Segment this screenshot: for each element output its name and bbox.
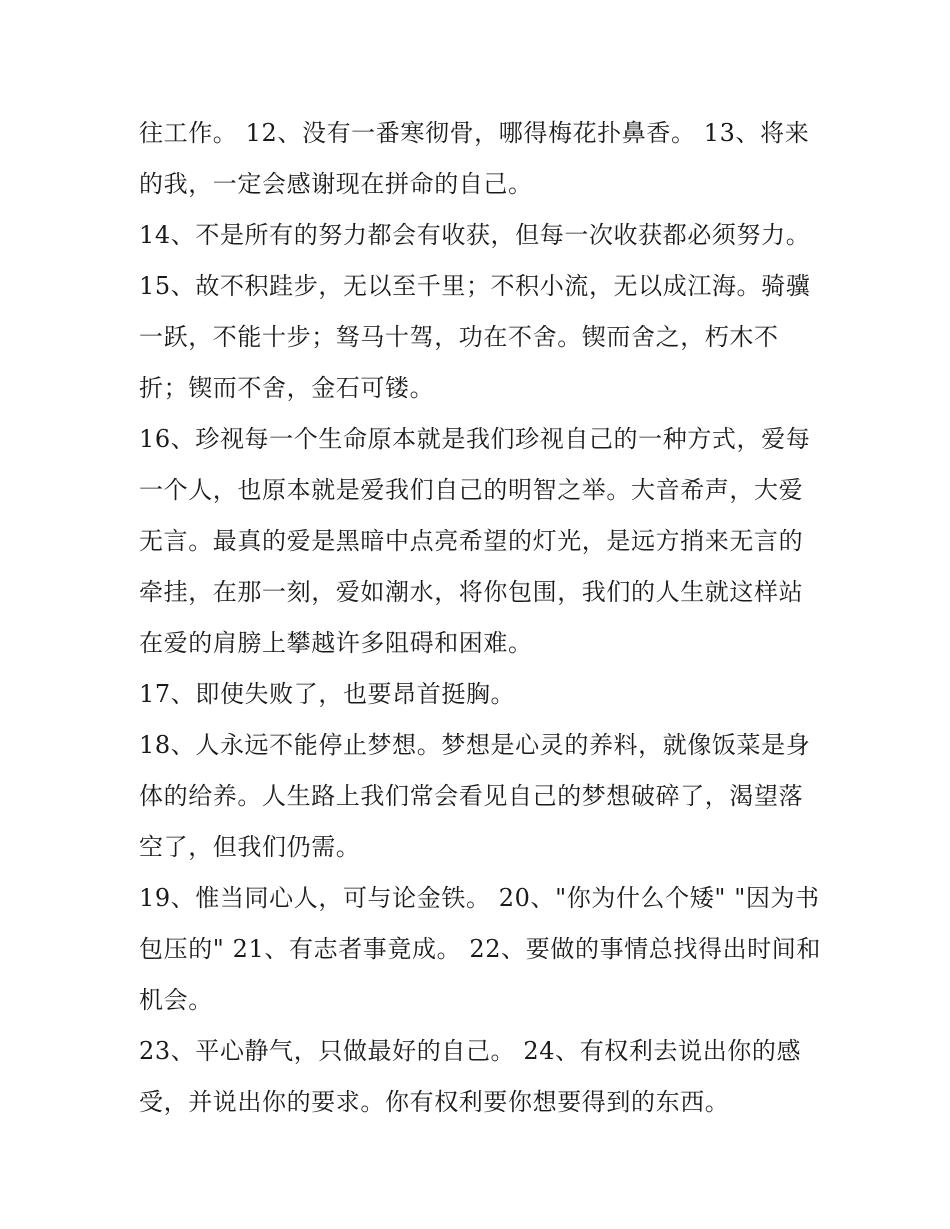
document-body bbox=[139, 108, 819, 1128]
text-line: 空了，但我们仍需。 bbox=[139, 833, 361, 861]
text-line: 23、平心静气，只做最好的自己。 24、有权利去说出你的感 bbox=[139, 1037, 802, 1065]
text-line: 一个人，也原本就是爱我们自己的明智之举。大音希声，大爱 bbox=[139, 476, 804, 504]
text-line: 15、故不积跬步，无以至千里；不积小流，无以成江海。骑骥 bbox=[139, 272, 811, 300]
text-line: 牵挂，在那一刻，爱如潮水，将你包围，我们的人生就这样站 bbox=[139, 578, 804, 606]
text-line: 包压的" 21、有志者事竟成。 22、要做的事情总找得出时间和 bbox=[139, 935, 821, 963]
text-line: 的我，一定会感谢现在拼命的自己。 bbox=[139, 170, 533, 198]
text-line: 折；锲而不舍，金石可镂。 bbox=[139, 374, 435, 402]
text-line: 16、珍视每一个生命原本就是我们珍视自己的一种方式，爱每 bbox=[139, 425, 811, 453]
text-line: 机会。 bbox=[139, 986, 213, 1014]
text-line: 一跃，不能十步；驽马十驾，功在不舍。锲而舍之，朽木不 bbox=[139, 323, 779, 351]
text-line: 18、人永远不能停止梦想。梦想是心灵的养料，就像饭菜是身 bbox=[139, 731, 811, 759]
text-line: 19、惟当同心人，可与论金铁。 20、"你为什么个矮" "因为书 bbox=[139, 884, 820, 912]
text-line: 无言。最真的爱是黑暗中点亮希望的灯光，是远方捎来无言的 bbox=[139, 527, 804, 555]
text-line: 14、不是所有的努力都会有收获，但每一次收获都必须努力。 bbox=[139, 221, 811, 249]
text-line: 17、即使失败了，也要昂首挺胸。 bbox=[139, 680, 516, 708]
text-line: 在爱的肩膀上攀越许多阻碍和困难。 bbox=[139, 629, 533, 657]
text-line: 体的给养。人生路上我们常会看见自己的梦想破碎了，渴望落 bbox=[139, 782, 804, 810]
text-line: 受，并说出你的要求。你有权利要你想要得到的东西。 bbox=[139, 1088, 730, 1116]
text-line: 往工作。 12、没有一番寒彻骨，哪得梅花扑鼻香。 13、将来 bbox=[139, 119, 810, 147]
